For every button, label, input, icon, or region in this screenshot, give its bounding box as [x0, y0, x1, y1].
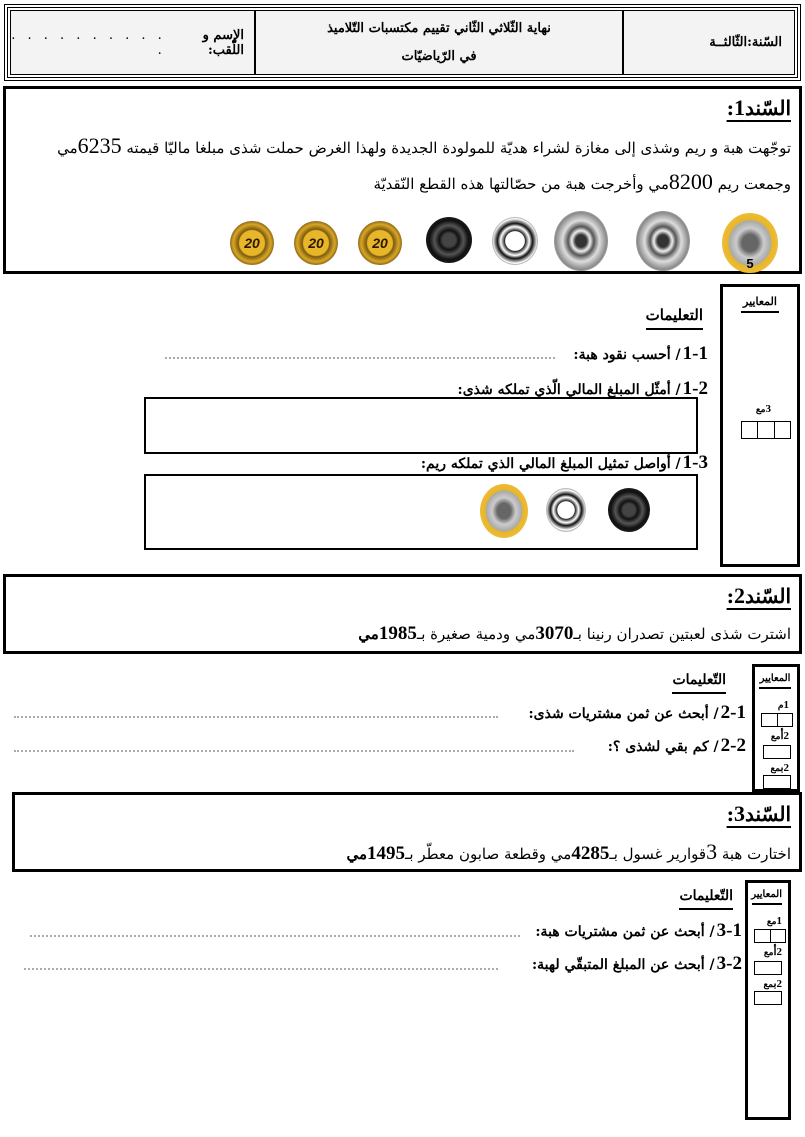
coin-hand-icon — [546, 488, 586, 532]
criteria-title: المعايير — [759, 673, 791, 689]
name-label: الإسم و اللّقب: — [202, 27, 244, 58]
grade-cell — [622, 11, 794, 74]
question-1-1: 1-1 / أحسب نقود هبة: — [573, 343, 708, 364]
coin-hand-icon — [492, 217, 538, 265]
section3-instructions-title: التّعليمات — [679, 888, 733, 910]
criteria-label-1: 1مع — [766, 915, 782, 927]
answer-line-2-1[interactable] — [14, 716, 498, 718]
sanad3-box — [12, 792, 802, 872]
score-box-2a[interactable] — [763, 745, 791, 759]
section1-criteria-column — [720, 284, 800, 567]
student-name-cell — [11, 11, 254, 74]
sanad1-line1: توجّهت هبة و ريم وشذى إلى مغازة لشراء هديّة للمولودة الجديدة ولهذا الغرض حملت شذى مبلغا ماليّا قيمته 6235مي — [57, 133, 791, 158]
exam-title-line1: نهاية الثّلاثي الثّاني تقييم مكتسبات التّلاميذ — [327, 20, 551, 36]
exam-title-cell — [254, 11, 622, 74]
answer-line-2-2[interactable] — [14, 750, 574, 752]
section2-criteria-column — [752, 664, 800, 792]
answer-line-3-2[interactable] — [24, 968, 498, 970]
sanad1-box — [3, 86, 802, 274]
sanad1-title: السّند1: — [726, 95, 791, 120]
criteria-label-2a: 2أمع — [770, 730, 789, 742]
sanad2-text: اشترت شذى لعبتين تصدران رنينا بـ3070مي ودمية صغيرة بـ1985مي — [358, 623, 791, 644]
score-box-2b[interactable] — [754, 991, 782, 1005]
criteria-title: المعايير — [741, 295, 779, 313]
sanad2-title: السّند2: — [726, 583, 791, 608]
coin-black-icon — [608, 488, 650, 532]
answer-box-1-2[interactable] — [144, 397, 698, 454]
question-2-2: 2-2 / كم بقي لشذى ؟: — [607, 735, 746, 756]
grade-label: السّنة:الثّالثــة — [709, 35, 782, 50]
sanad1-line2: وجمعت ريم 8200مي وأخرجت هبة من حصّالتها هذه القطع النّقديّة — [373, 169, 791, 194]
score-box-3[interactable] — [741, 421, 791, 439]
sanad2-box — [3, 574, 802, 654]
coin-black-icon — [426, 217, 472, 263]
name-field[interactable]: . . . . . . . . . . . — [11, 27, 166, 58]
coin-5-dinar-icon: 5 — [722, 213, 778, 273]
coin-silver-icon — [554, 211, 608, 271]
sanad3-title: السّند3: — [726, 801, 791, 826]
score-box-1[interactable] — [754, 929, 786, 943]
question-1-2: 1-2 / أمثّل المبلغ المالي الّذي تملكه شذى: — [457, 378, 708, 399]
coin-20-millime-icon: 20 — [294, 221, 338, 265]
question-2-1: 2-1 / أبحث عن ثمن مشتريات شذى: — [528, 702, 746, 723]
answer-box-1-3[interactable] — [144, 474, 698, 550]
criteria-label-3: 3مع — [755, 403, 771, 415]
section3-criteria-column — [745, 880, 791, 1120]
score-box-2b[interactable] — [763, 775, 791, 789]
question-3-1: 3-1 / أبحث عن ثمن مشتريات هبة: — [535, 920, 742, 941]
score-box-2a[interactable] — [754, 961, 782, 975]
exam-title-line2: في الرّياضيّات — [401, 48, 477, 64]
answer-line-3-1[interactable] — [30, 935, 520, 937]
exam-header — [4, 4, 801, 81]
criteria-label-2b: 2بمع — [770, 762, 789, 774]
coin-20-millime-icon: 20 — [358, 221, 402, 265]
criteria-label-2b: 2بمع — [763, 978, 782, 990]
answer-line-1-1[interactable] — [165, 357, 555, 359]
coin-5-dinar-icon — [480, 484, 528, 538]
section2-instructions-title: التّعليمات — [672, 672, 726, 694]
question-3-2: 3-2 / أبحث عن المبلغ المتبقّي لهبة: — [531, 953, 742, 974]
criteria-label-2a: 2أمع — [763, 946, 782, 958]
criteria-label-1: 1م — [777, 699, 789, 711]
score-box-1[interactable] — [761, 713, 793, 727]
sanad3-text: اختارت هبة 3قوارير غسول بـ4285مي وقطعة صابون معطّر بـ1495مي — [346, 839, 791, 864]
section1-instructions-title: التعليمات — [646, 306, 703, 330]
criteria-title: المعايير — [752, 889, 782, 905]
question-1-3: 1-3 / أواصل تمثيل المبلغ المالي الذي تملكه ريم: — [420, 452, 708, 473]
coin-silver-icon — [636, 211, 690, 271]
coin-20-millime-icon: 20 — [230, 221, 274, 265]
